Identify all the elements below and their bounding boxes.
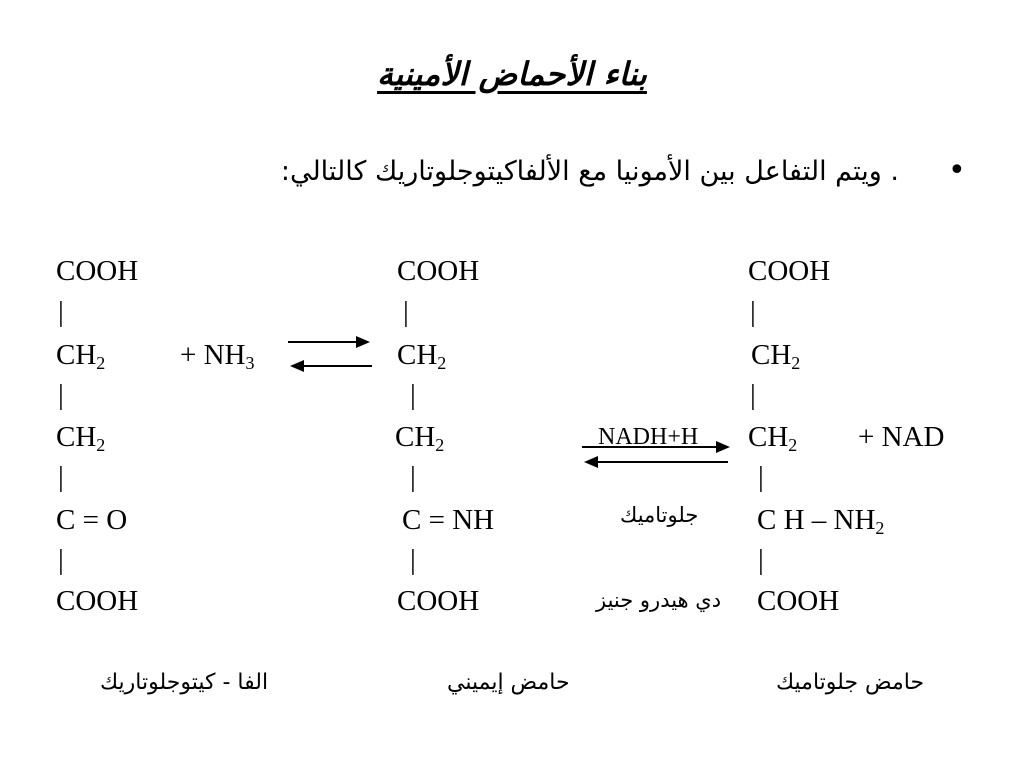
intermediate-name: حامض إيميني [447,670,570,695]
reactant-ch2-b: $CH_2$ [56,421,106,455]
product-bond-3: | [758,461,764,493]
product-bond-4: | [758,544,764,576]
intermediate-bond-1: | [403,296,409,328]
bullet-icon: • [948,153,966,188]
product-amine: C H – $NH_2$ [757,504,885,538]
reactant-cooh-bottom: COOH [56,585,139,617]
enzyme-name-line-2: دي هيدرو جنيز [596,588,722,612]
reactant-carbonyl: C = O [56,504,128,536]
intermediate-cooh-top: COOH [397,255,480,287]
equilibrium-arrow-1 [288,336,372,372]
cofactor-nadh: NADH+H [598,424,699,450]
intermediate-bond-2: | [410,379,416,411]
product-bond-2: | [750,379,756,411]
reactant-bond-4: | [58,544,64,576]
reactant-bond-1: | [58,296,64,328]
reactant-bond-3: | [58,461,64,493]
reactant-bond-2: | [58,379,64,411]
product-bond-1: | [750,296,756,328]
nad-product: + NAD [858,421,945,453]
intermediate-cooh-bottom: COOH [397,585,480,617]
product-cooh-bottom: COOH [757,585,840,617]
enzyme-name-line-1: جلوتاميك [620,503,699,527]
product-ch2-b: $CH_2$ [748,421,798,455]
reactant-ch2-a: $CH_2$ [56,339,106,373]
product-cooh-top: COOH [748,255,831,287]
intermediate-ch2-b: $CH_2$ [395,421,445,455]
intermediate-ch2-a: $CH_2$ [397,339,447,373]
product-name: حامض جلوتاميك [776,670,925,695]
ammonia-reagent: + $NH_3$ [180,339,255,373]
slide-title: بناء الأحماض الأمينية [377,55,647,93]
intermediate-imine: C = NH [402,504,495,536]
bullet-text: . ويتم التفاعل بين الأمونيا مع الألفاكيتوجلوتاريك كالتالي: [280,156,899,187]
intermediate-bond-3: | [410,461,416,493]
intermediate-bond-4: | [410,544,416,576]
reactant-name: الفا - كيتوجلوتاريك [100,670,269,695]
product-ch2-a: $CH_2$ [751,339,801,373]
reactant-cooh-top: COOH [56,255,139,287]
